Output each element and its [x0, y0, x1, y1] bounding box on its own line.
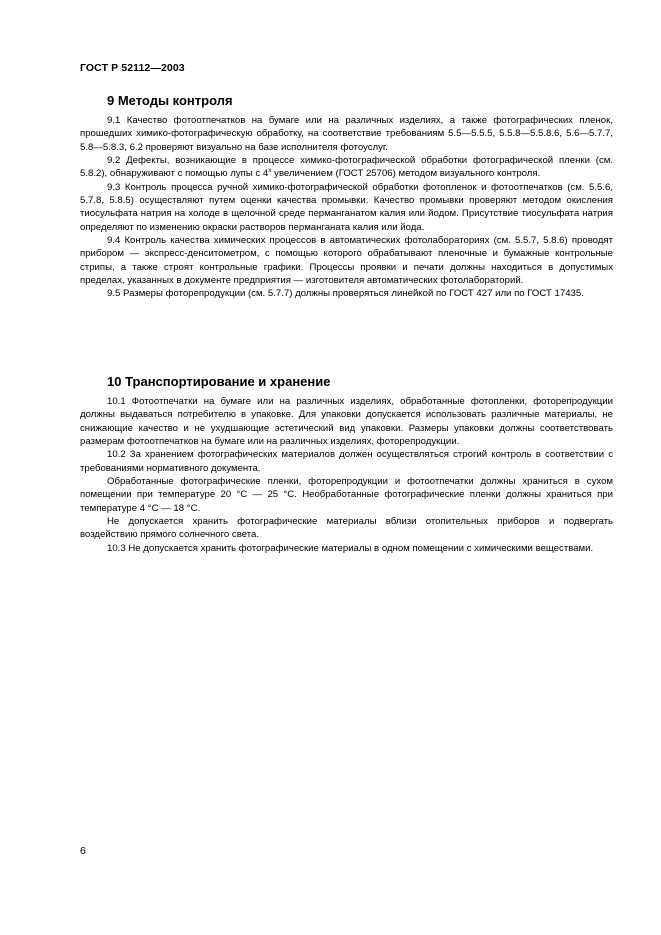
paragraph-10-3: 10.3 Не допускается хранить фотографические материалы в одном помещении с химическими веществами. — [107, 542, 594, 554]
paragraph-9-2-text-b: увеличением (ГОСТ 25706) методом визуального контроля. — [271, 168, 541, 180]
paragraph-10-2: 10.2 За хранением фотографических материалов должен осуществляться строгий контроль в соответствии с требованиями нормативного документа. — [80, 449, 613, 474]
section-9-title: 9 Методы контроля — [107, 93, 233, 108]
section-10-title: 10 Транспортирование и хранение — [107, 374, 331, 389]
paragraph-10-2-sunlight: Не допускается хранить фотографические материалы вблизи отопительных приборов и подвергать воздействию прямого солнечного света. — [80, 516, 613, 541]
page-number: 6 — [80, 845, 86, 857]
paragraph-9-2 — [80, 154, 613, 181]
paragraph-9-2-text-a: 9.2 Дефекты, возникающие в процессе химико-фотографической обработки фотографической пленки (см. 5.8.2), обнаруживают с помощью лупы с 4 — [80, 155, 613, 180]
section-10-body — [80, 395, 613, 555]
magnification-superscript: x — [268, 166, 272, 174]
document-header: ГОСТ Р 52112—2003 — [80, 62, 185, 74]
paragraph-10-1: 10.1 Фотоотпечатки на бумаге или на различных изделиях, обработанные фотопленки, фоторепродукции должны выдаваться потребителю в упаковке. Для упаковки допускается использовать различные материалы, не снижающие качество и не ухудшающие эстетический вид упаковки. Размеры упаковки должны соответствовать размерам фотоотпечатков на бумаге или на различных изделиях, фоторепродукции. — [80, 396, 613, 448]
paragraph-10-2-storage: Обработанные фотографические пленки, фоторепродукции и фотоотпечатки должны храниться в сухом помещении при температуре 20 °С — 25 °С. Необработанные фотографические пленки должны храниться при температуре 4 °С — 18 °С. — [80, 476, 613, 514]
section-9-body — [80, 114, 613, 301]
paragraph-9-5: 9.5 Размеры фоторепродукции (см. 5.7.7) должны проверяться линейкой по ГОСТ 427 или по ГОСТ 17435. — [107, 288, 584, 300]
paragraph-9-4: 9.4 Контроль качества химических процессов в автоматических фотолабораториях (см. 5.5.7, 5.8.6) проводят прибором — экспресс-денситометром, с помощью которого обрабатывают пленочные и бумажные контрольные стрипы, а также строят контрольные графики. Процессы проявки и печати должны находиться в допустимых пределах, указанных в документе предприятия — изготовителя автоматических фотолабораторий. — [80, 235, 613, 287]
paragraph-9-1: 9.1 Качество фотоотпечатков на бумаге или на различных изделиях, а также фотографических пленок, прошедших химико-фотографическую обработку, на соответствие требованиям 5.5—5.5.5, 5.5.8—5.5.8.6, 5.6—5.7.7, 5.8—5.8.3, 6.2 проверяют визуально на базе исполнителя фотоуслуг. — [80, 115, 613, 153]
paragraph-9-3: 9.3 Контроль процесса ручной химико-фотографической обработки фотопленок и фотоотпечатков (см. 5.5.6, 5.7.8, 5.8.5) осуществляют путем оценки качества промывки. Качество промывки проверяют методом окисления тиосульфата натрия на холоде в щелочной среде перманганатом калия или йодом. Присутствие тиосульфата натрия определяют по изменению окраски растворов перманганата калия или йода. — [80, 181, 613, 233]
